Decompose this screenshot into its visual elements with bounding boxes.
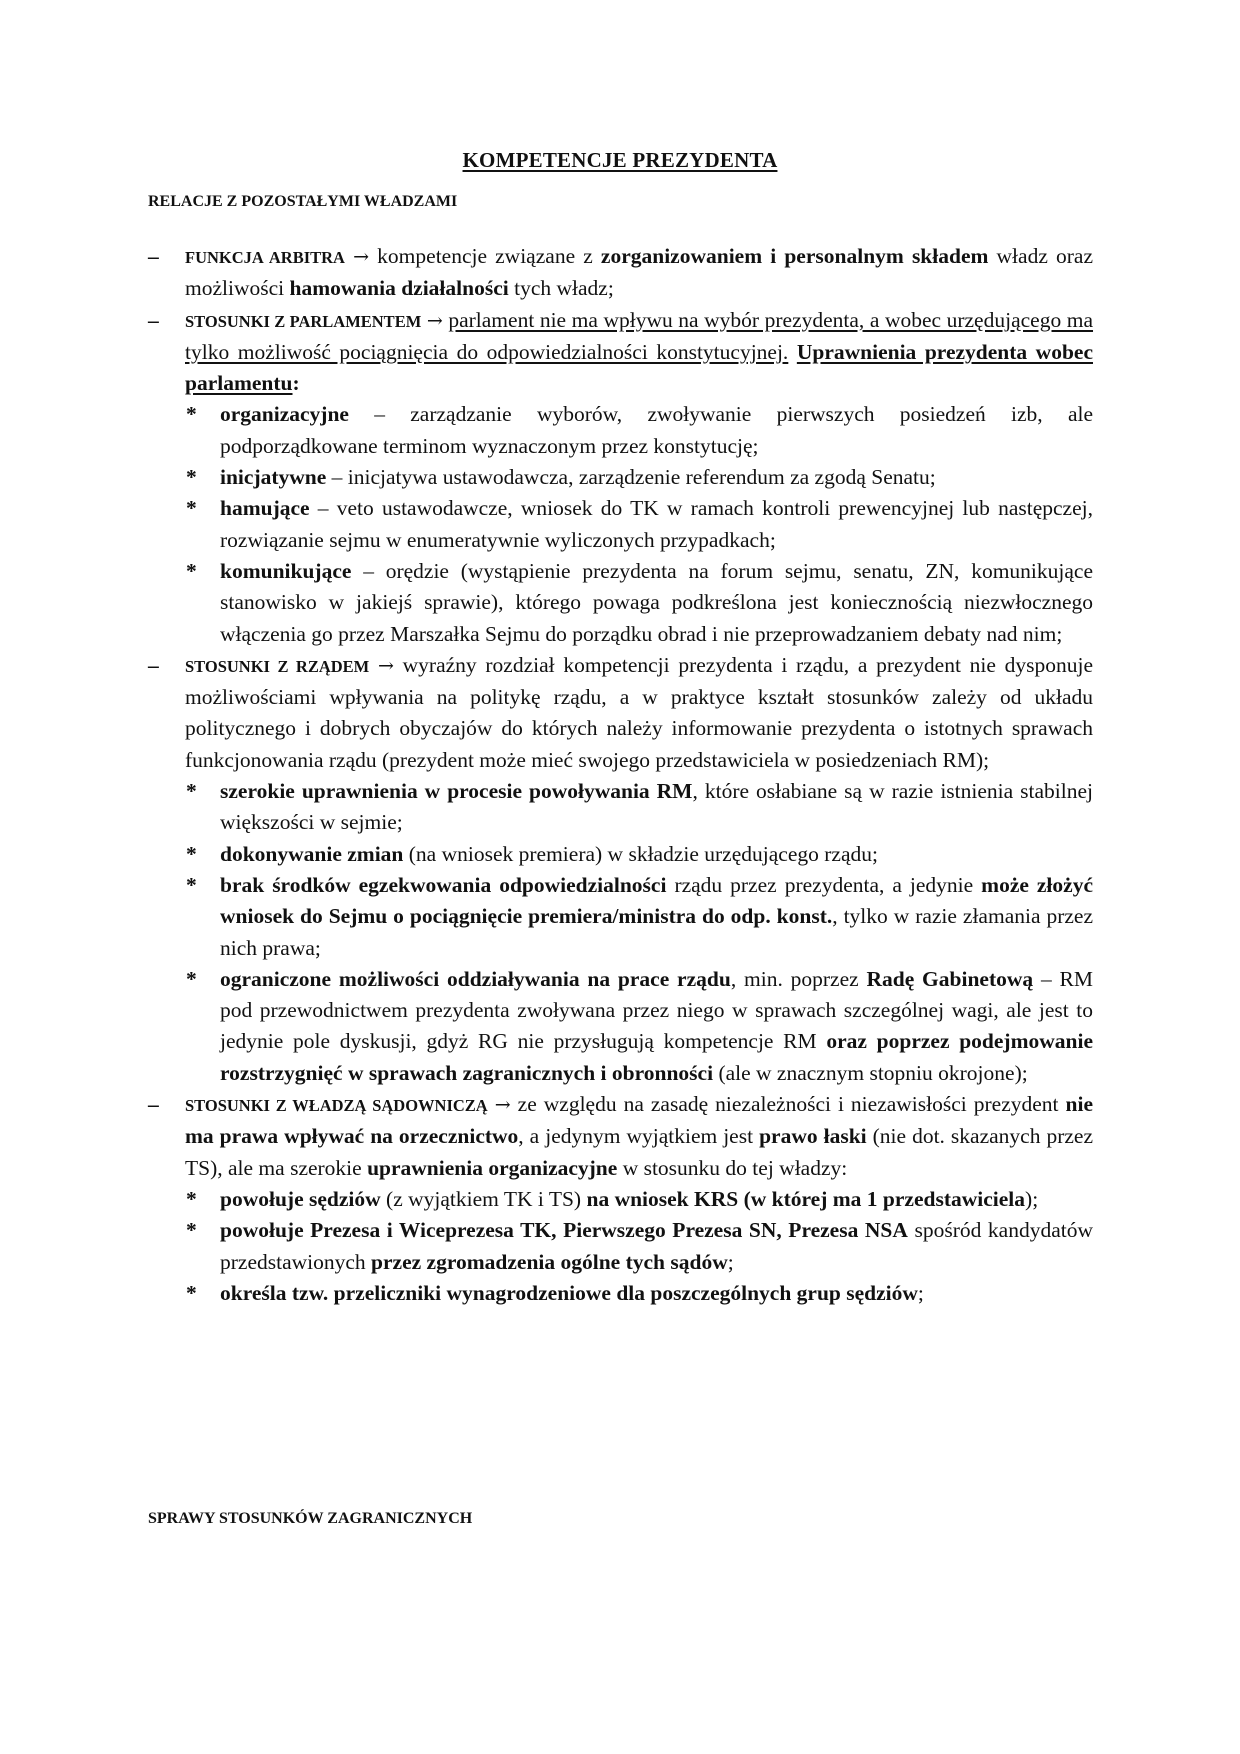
bold-text: może złożyć wniosek do Sejmu o pociągnięcie premiera/ministra do odp. konst. xyxy=(220,872,1093,929)
arrow-right-icon: → xyxy=(353,246,370,268)
sub-item-salary-multipliers xyxy=(148,1278,1093,1309)
document-body xyxy=(148,241,1093,1309)
bold-text: nie ma prawa wpływać na orzecznictwo xyxy=(185,1092,1094,1149)
bold-text: oraz poprzez podejmowanie rozstrzygnięć w sprawach zagranicznych i obronności xyxy=(220,1029,1093,1085)
bold-text: organizacyjne xyxy=(220,402,349,427)
bold-text: powołuje sędziów xyxy=(220,1186,381,1211)
text: rządu przez prezydenta, a jedynie xyxy=(666,872,982,897)
list-item-arbiter xyxy=(148,241,1093,305)
star-bullet: * xyxy=(186,872,197,897)
bold-text: Radę Gabinetową xyxy=(866,966,1034,991)
bold-text: zorganizowaniem i personalnym składem xyxy=(600,244,989,268)
text: spośród kandydatów przedstawionych xyxy=(220,1218,1093,1274)
bold-text: komunikujące xyxy=(220,558,352,583)
bold-text: na wniosek KRS (w której ma 1 przedstawiciela xyxy=(586,1186,1026,1211)
item-label: STOSUNKI Z RZĄDEM xyxy=(185,656,370,676)
star-bullet: * xyxy=(186,966,197,991)
bold-text: powołuje Prezesa i Wiceprezesa TK, Pierwszego Prezesa SN, Prezesa NSA xyxy=(220,1218,908,1243)
sub-item-inhibiting xyxy=(148,493,1093,556)
sub-item-accountability xyxy=(148,870,1093,964)
arrow-right-icon: → xyxy=(378,654,394,677)
list-item-government xyxy=(148,650,1093,776)
bold-text: brak środków egzekwowania odpowiedzialności xyxy=(220,872,667,897)
text: , min. poprzez xyxy=(730,966,867,991)
text: , które osłabiane są w razie istnienia stabilnej większości w sejmie; xyxy=(220,779,1093,835)
text: – veto ustawodawcze, wniosek do TK w ramach kontroli prewencyjnej lub następczej, rozwiązanie sejmu w enumeratywnie wyliczonych przypadkach; xyxy=(220,496,1093,552)
star-bullet: * xyxy=(186,1218,197,1243)
text: – inicjatywa ustawodawcza, zarządzenie referendum za zgodą Senatu; xyxy=(326,465,936,490)
sub-item-initiative xyxy=(148,462,1093,493)
star-bullet: * xyxy=(186,1186,197,1211)
text: (na wniosek premiera) w składzie urzędującego rządu; xyxy=(403,841,878,866)
bold-text: ograniczone możliwości oddziaływania na prace rządu xyxy=(220,966,731,991)
arrow-right-icon: → xyxy=(494,1094,511,1117)
bold-text: przez zgromadzenia ogólne tych sądów xyxy=(371,1249,728,1274)
list-item-judiciary xyxy=(148,1089,1093,1184)
bold-text: hamowania działalności xyxy=(289,276,509,301)
sub-item-appoints-judges xyxy=(148,1184,1093,1215)
sub-item-appoints-presidents xyxy=(148,1215,1093,1278)
bold-text: określa tzw. przeliczniki wynagrodzeniowe dla poszczególnych grup sędziów xyxy=(220,1280,918,1305)
star-bullet: * xyxy=(186,841,197,866)
item-label: FUNKCJA ARBITRA xyxy=(185,248,345,267)
bold-text: prawo łaski xyxy=(759,1124,867,1149)
section-heading-foreign-affairs: SPRAWY STOSUNKÓW ZAGRANICZNYCH xyxy=(148,1510,473,1527)
text: (nie dot. skazanych przez TS), ale ma szerokie xyxy=(185,1124,1093,1180)
star-bullet: * xyxy=(186,779,197,804)
bold-text: dokonywanie zmian xyxy=(220,841,404,866)
text: , a jedynym wyjątkiem jest xyxy=(518,1124,760,1149)
bold-text: inicjatywne xyxy=(220,465,327,490)
text: ; xyxy=(917,1280,924,1305)
sub-item-organizational xyxy=(148,399,1093,462)
star-bullet: * xyxy=(186,465,197,490)
text: władz oraz możliwości xyxy=(185,244,1093,301)
dash-bullet: – xyxy=(148,244,159,268)
bold-text: : xyxy=(292,371,300,396)
text: – RM pod przewodnictwem prezydenta zwoływana przez niego w sprawach szczególnej wagi, ale jest to jedynie pole dyskusji, gdyż RG nie przysługują kompetencje RM xyxy=(220,966,1093,1054)
item-label: STOSUNKI Z WŁADZĄ SĄDOWNICZĄ xyxy=(185,1096,488,1116)
bold-underlined-text: Uprawnienia prezydenta wobec parlamentu xyxy=(185,339,1093,396)
star-bullet: * xyxy=(186,496,197,521)
text: – zarządzanie wyborów, zwoływanie pierwszych posiedzeń izb, ale podporządkowane terminom wyznaczonym przez konstytucję; xyxy=(220,402,1093,458)
bold-text: uprawnienia organizacyjne xyxy=(367,1155,618,1180)
text: w stosunku do tej władzy: xyxy=(617,1155,848,1180)
text: – orędzie (wystąpienie prezydenta na forum sejmu, senatu, ZN, komunikujące stanowisko w jakiejś sprawie), którego powaga podkreślona jest koniecznością niezwłocznego włączenia go przez Marszałka Sejmu do porządku obrad i nie przeprowadzaniem debaty nad nim; xyxy=(220,558,1093,646)
text: tych władz; xyxy=(508,276,614,301)
text: (z wyjątkiem TK i TS) xyxy=(380,1186,587,1211)
text: (ale w znacznym stopniu okrojone); xyxy=(713,1060,1028,1085)
text: ; xyxy=(727,1249,734,1274)
dash-bullet: – xyxy=(148,1092,159,1117)
sub-item-communicating xyxy=(148,556,1093,650)
bold-text: hamujące xyxy=(220,496,310,521)
text: , tylko w razie złamania przez nich prawa; xyxy=(220,904,1093,960)
star-bullet: * xyxy=(186,1280,197,1305)
text: ze względu na zasadę niezależności i niezawisłości prezydent xyxy=(510,1092,1066,1117)
sub-item-cabinet-council xyxy=(148,964,1093,1089)
underlined-text: parlament nie ma wpływu na wybór prezydenta, a wobec urzędującego ma tylko możliwość pociągnięcia do odpowiedzialności konstytucyjnej. xyxy=(185,307,1094,364)
sub-item-making-changes xyxy=(148,839,1093,870)
bold-text: szerokie uprawnienia w procesie powoływania RM xyxy=(220,779,693,804)
item-label: STOSUNKI Z PARLAMENTEM xyxy=(185,311,422,331)
arrow-right-icon: → xyxy=(426,309,443,332)
star-bullet: * xyxy=(186,558,197,583)
text: kompetencje związane z xyxy=(369,244,601,268)
text: wyraźny rozdział kompetencji prezydenta i rządu, a prezydent nie dysponuje możliwościami wpływania na politykę rządu, a w praktyce kształt stosunków zależy od układu politycznego i dobrych obyczajów do których należy informowanie prezydenta o istotnych sprawach funkcjonowania rządu (prezydent może mieć swojego przedstawiciela w posiedzeniach RM); xyxy=(185,652,1094,772)
section-heading-relations: RELACJE Z POZOSTAŁYMI WŁADZAMI xyxy=(148,193,458,210)
sub-item-appointing-rm xyxy=(148,776,1093,839)
list-item-parliament xyxy=(148,305,1093,400)
dash-bullet: – xyxy=(148,652,159,677)
star-bullet: * xyxy=(186,402,197,427)
page-title: KOMPETENCJE PREZYDENTA xyxy=(462,148,778,172)
dash-bullet: – xyxy=(148,307,159,332)
text: ); xyxy=(1025,1186,1039,1211)
